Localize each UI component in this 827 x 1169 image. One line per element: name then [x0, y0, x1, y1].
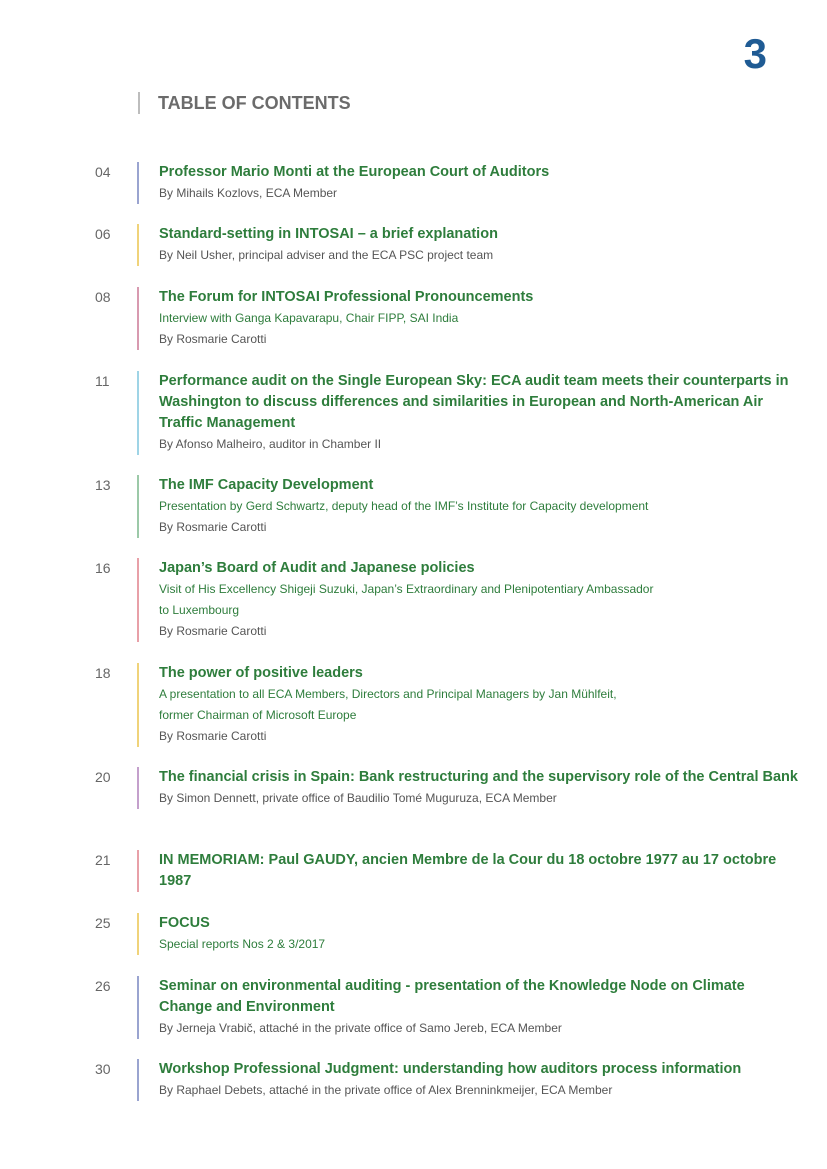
toc-entry-subtitle: Visit of His Excellency Shigeji Suzuki, Japan’s Extraordinary and Plenipotentiary Ambassador	[159, 582, 654, 596]
toc-entry-author: By Mihails Kozlovs, ECA Member	[159, 186, 338, 200]
toc-entry-title[interactable]: Professor Mario Monti at the European Court of Auditors	[159, 164, 550, 180]
toc-entry-title[interactable]: The financial crisis in Spain: Bank restructuring and the supervisory role of the Central Bank	[159, 769, 798, 785]
toc-entry-page-number: 13	[95, 477, 111, 493]
toc-entry-title[interactable]: Workshop Professional Judgment: understanding how auditors process information	[159, 1061, 742, 1077]
toc-entry-title[interactable]: The Forum for INTOSAI Professional Pronouncements	[159, 289, 534, 305]
toc-entry-author: By Jerneja Vrabič, attaché in the private office of Samo Jereb, ECA Member	[159, 1021, 562, 1035]
toc-entry-page-number: 04	[95, 164, 111, 180]
toc-entry-page-number: 16	[95, 560, 111, 576]
toc-entry-page-number: 20	[95, 769, 111, 785]
toc-entry-body	[137, 162, 799, 204]
toc-entry-page-number: 26	[95, 978, 111, 994]
toc-header: TABLE OF CONTENTS	[138, 92, 351, 114]
toc-entry-author: By Simon Dennett, private office of Baudilio Tomé Muguruza, ECA Member	[159, 791, 557, 805]
toc-entry-title[interactable]: The power of positive leaders	[159, 665, 363, 681]
toc-entry-body	[137, 767, 799, 809]
toc-entry-title[interactable]: Japan’s Board of Audit and Japanese policies	[159, 560, 475, 576]
page-number: 3	[743, 30, 767, 77]
toc-entry-page-number: 18	[95, 665, 111, 681]
toc-entry-title[interactable]: Standard-setting in INTOSAI – a brief explanation	[159, 226, 498, 242]
toc-entry-body	[137, 850, 799, 892]
toc-entry-author: By Rosmarie Carotti	[159, 520, 267, 534]
toc-entry-page-number: 06	[95, 226, 111, 242]
toc-entry-page-number: 21	[95, 852, 111, 868]
toc-entry-title[interactable]: FOCUS	[159, 915, 210, 931]
toc-entry-author: By Raphael Debets, attaché in the private office of Alex Brenninkmeijer, ECA Member	[159, 1083, 613, 1097]
toc-entry-subtitle: Special reports Nos 2 & 3/2017	[159, 937, 326, 951]
toc-entry-body	[137, 976, 799, 1039]
toc-entry-page-number: 30	[95, 1061, 111, 1077]
toc-entry-subtitle: former Chairman of Microsoft Europe	[159, 708, 357, 722]
toc-entry-author: By Rosmarie Carotti	[159, 624, 267, 638]
toc-entry-body	[137, 558, 799, 642]
toc-entry-author: By Rosmarie Carotti	[159, 332, 267, 346]
toc-entry-author: By Rosmarie Carotti	[159, 729, 267, 743]
toc-entry-author: By Neil Usher, principal adviser and the ECA PSC project team	[159, 248, 494, 262]
toc-entry-author: By Afonso Malheiro, auditor in Chamber II	[159, 437, 382, 451]
toc-entry-title[interactable]: IN MEMORIAM: Paul GAUDY, ancien Membre de la Cour du 18 octobre 1977 au 17 octobre 1987	[159, 852, 777, 889]
toc-entry-subtitle: Interview with Ganga Kapavarapu, Chair FIPP, SAI India	[159, 311, 459, 325]
toc-entry-title[interactable]: Performance audit on the Single European Sky: ECA audit team meets their counterparts in Washington to discuss differences and similarities in European and North-American Air Traffic Management	[159, 373, 789, 431]
toc-entry-body	[137, 224, 799, 266]
toc-entry-body	[137, 663, 799, 747]
toc-entry-title[interactable]: Seminar on environmental auditing - presentation of the Knowledge Node on Climate Change and Environment	[159, 978, 745, 1015]
toc-entry-body	[137, 287, 799, 350]
toc-entry-body	[137, 371, 799, 455]
toc-entry-subtitle: to Luxembourg	[159, 603, 240, 617]
toc-entry-body	[137, 475, 799, 538]
toc-entry-body	[137, 1059, 799, 1101]
toc-entry-subtitle: Presentation by Gerd Schwartz, deputy head of the IMF’s Institute for Capacity development	[159, 499, 649, 513]
toc-entry-body	[137, 913, 799, 955]
toc-entry-subtitle: A presentation to all ECA Members, Directors and Principal Managers by Jan Mühlfeit,	[159, 687, 617, 701]
toc-entry-page-number: 25	[95, 915, 111, 931]
toc-entry-page-number: 11	[95, 373, 110, 389]
toc-entry-title[interactable]: The IMF Capacity Development	[159, 477, 374, 493]
toc-entry-page-number: 08	[95, 289, 111, 305]
